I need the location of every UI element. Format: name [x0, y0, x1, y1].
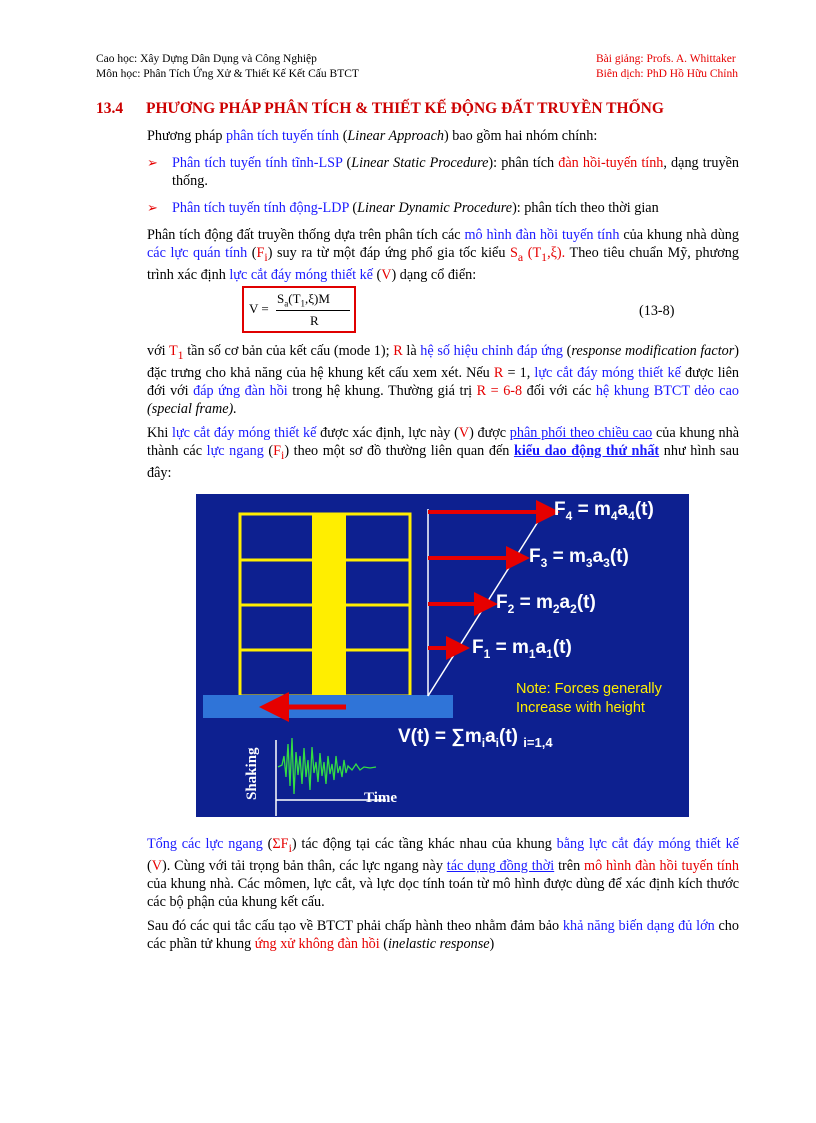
paragraph-traditional-analysis: Phân tích động đất truyền thống dựa trên phân tích các mô hình đàn hồi tuyến tính của khung nhà dùng các lực quán tính $(F_i)$ suy ra từ một đáp ứng phổ gia tốc kiểu $S_a$ $(T_1,\xi)$. Theo tiêu chuẩn Mỹ, phương trình xác định lực cắt đáy móng thiết kế (V) dạng cổ điển: [147, 227, 739, 283]
header-left [96, 52, 359, 82]
section-number: 13.4 [96, 100, 124, 117]
section-heading [96, 100, 664, 118]
time-axis-label: Time [364, 790, 398, 806]
force-label-f2: $F_2 = m_2a_2(t)$ [496, 592, 596, 616]
lateral-force-figure [196, 494, 689, 817]
lateral-force-diagram [196, 494, 689, 817]
building-frame [240, 514, 410, 696]
shaking-axis-label: Shaking [244, 747, 260, 800]
fraction-bar [276, 310, 350, 311]
paragraph-detailing-rules: Sau đó các qui tắc cấu tạo về BTCT phải chấp hành theo nhằm đảm bảo khả năng biến dạng đủ lớn cho các phần tử khung ứng xử không đàn hồi (inelastic response) [147, 918, 739, 952]
force-label-f4: $F_4 = m_4a_4(t)$ [554, 499, 654, 523]
base-shear-formula: V = $S_a(T_1,\xi)M$ R [242, 286, 356, 333]
bullet-ldp: ➢ Phân tích tuyến tính động-LDP (Linear Dynamic Procedure): phân tích theo thời gian [147, 200, 659, 216]
header-right [596, 52, 738, 82]
base-shear-equation: $V(t) = \sum m_ia_i(t)$ $_{i=1,4}$ [398, 726, 553, 750]
shaking-trace [278, 738, 376, 794]
paragraph-force-distribution: Khi lực cắt đáy móng thiết kế được xác định, lực này (V) được phân phối theo chiều cao của khung nhà thành các lực ngang $(F_i)$ theo một sơ đồ thường liên quan đến kiểu dao động thứ nhất như hình sau đây: [147, 425, 740, 481]
course-subject: Môn học: Phân Tích Ứng Xử & Thiết Kế Kết Cấu BTCT [96, 68, 359, 80]
translator: Biên dịch: PhD Hồ Hữu Chỉnh [596, 68, 738, 80]
intro-paragraph: Phương pháp phân tích tuyến tính (Linear Approach) bao gồm hai nhóm chính: [147, 128, 598, 144]
formula-denominator: R [310, 313, 319, 328]
force-label-f3: $F_3 = m_3a_3(t)$ [529, 546, 629, 570]
bullet-arrow-icon: ➢ [147, 155, 158, 170]
paragraph-sum-of-forces: Tổng các lực ngang $(\Sigma F_i)$ tác động tại các tầng khác nhau của khung bằng lực cắt đáy móng thiết kế (V). Cùng với tải trọng bản thân, các lực ngang này tác dụng đồng thời trên mô hình đàn hồi tuyến tính của khung nhà. Các mômen, lực cắt, và lực dọc tính toán từ mô hình được dùng để xác định kích thước các bộ phận của khung kết cấu. [147, 836, 740, 910]
section-title: PHƯƠNG PHÁP PHÂN TÍCH & THIẾT KẾ ĐỘNG ĐẤT TRUYỀN THỐNG [146, 100, 664, 117]
force-label-f1: $F_1 = m_1a_1(t)$ [472, 637, 572, 661]
formula-numerator: $S_a(T_1,\xi)M$ [277, 291, 330, 309]
bullet-lsp: ➢ Phân tích tuyến tính tĩnh-LSP (Linear Static Procedure): phân tích đàn hồi-tuyến tính, dạng truyền thống. [147, 155, 739, 189]
course-program: Cao học: Xây Dựng Dân Dụng và Công Nghiệp [96, 53, 317, 65]
equation-number: (13-8) [639, 303, 675, 319]
paragraph-response-factor: với $T_1$ tần số cơ bản của kết cấu (mode 1); R là hệ số hiệu chỉnh đáp ứng (response modification factor) đặc trưng cho khả năng của hệ khung kết cấu xem xét. Nếu R = 1, lực cắt đáy móng thiết kế được liên đới với đáp ứng đàn hồi trong hệ khung. Thường giá trị R = 6-8 đối với các hệ khung BTCT dẻo cao (special frame). [147, 343, 739, 417]
lecturer: Bài giảng: Profs. A. Whittaker [596, 53, 736, 65]
figure-note: Note: Forces generally Increase with height [516, 681, 662, 716]
bullet-arrow-icon: ➢ [147, 200, 158, 215]
